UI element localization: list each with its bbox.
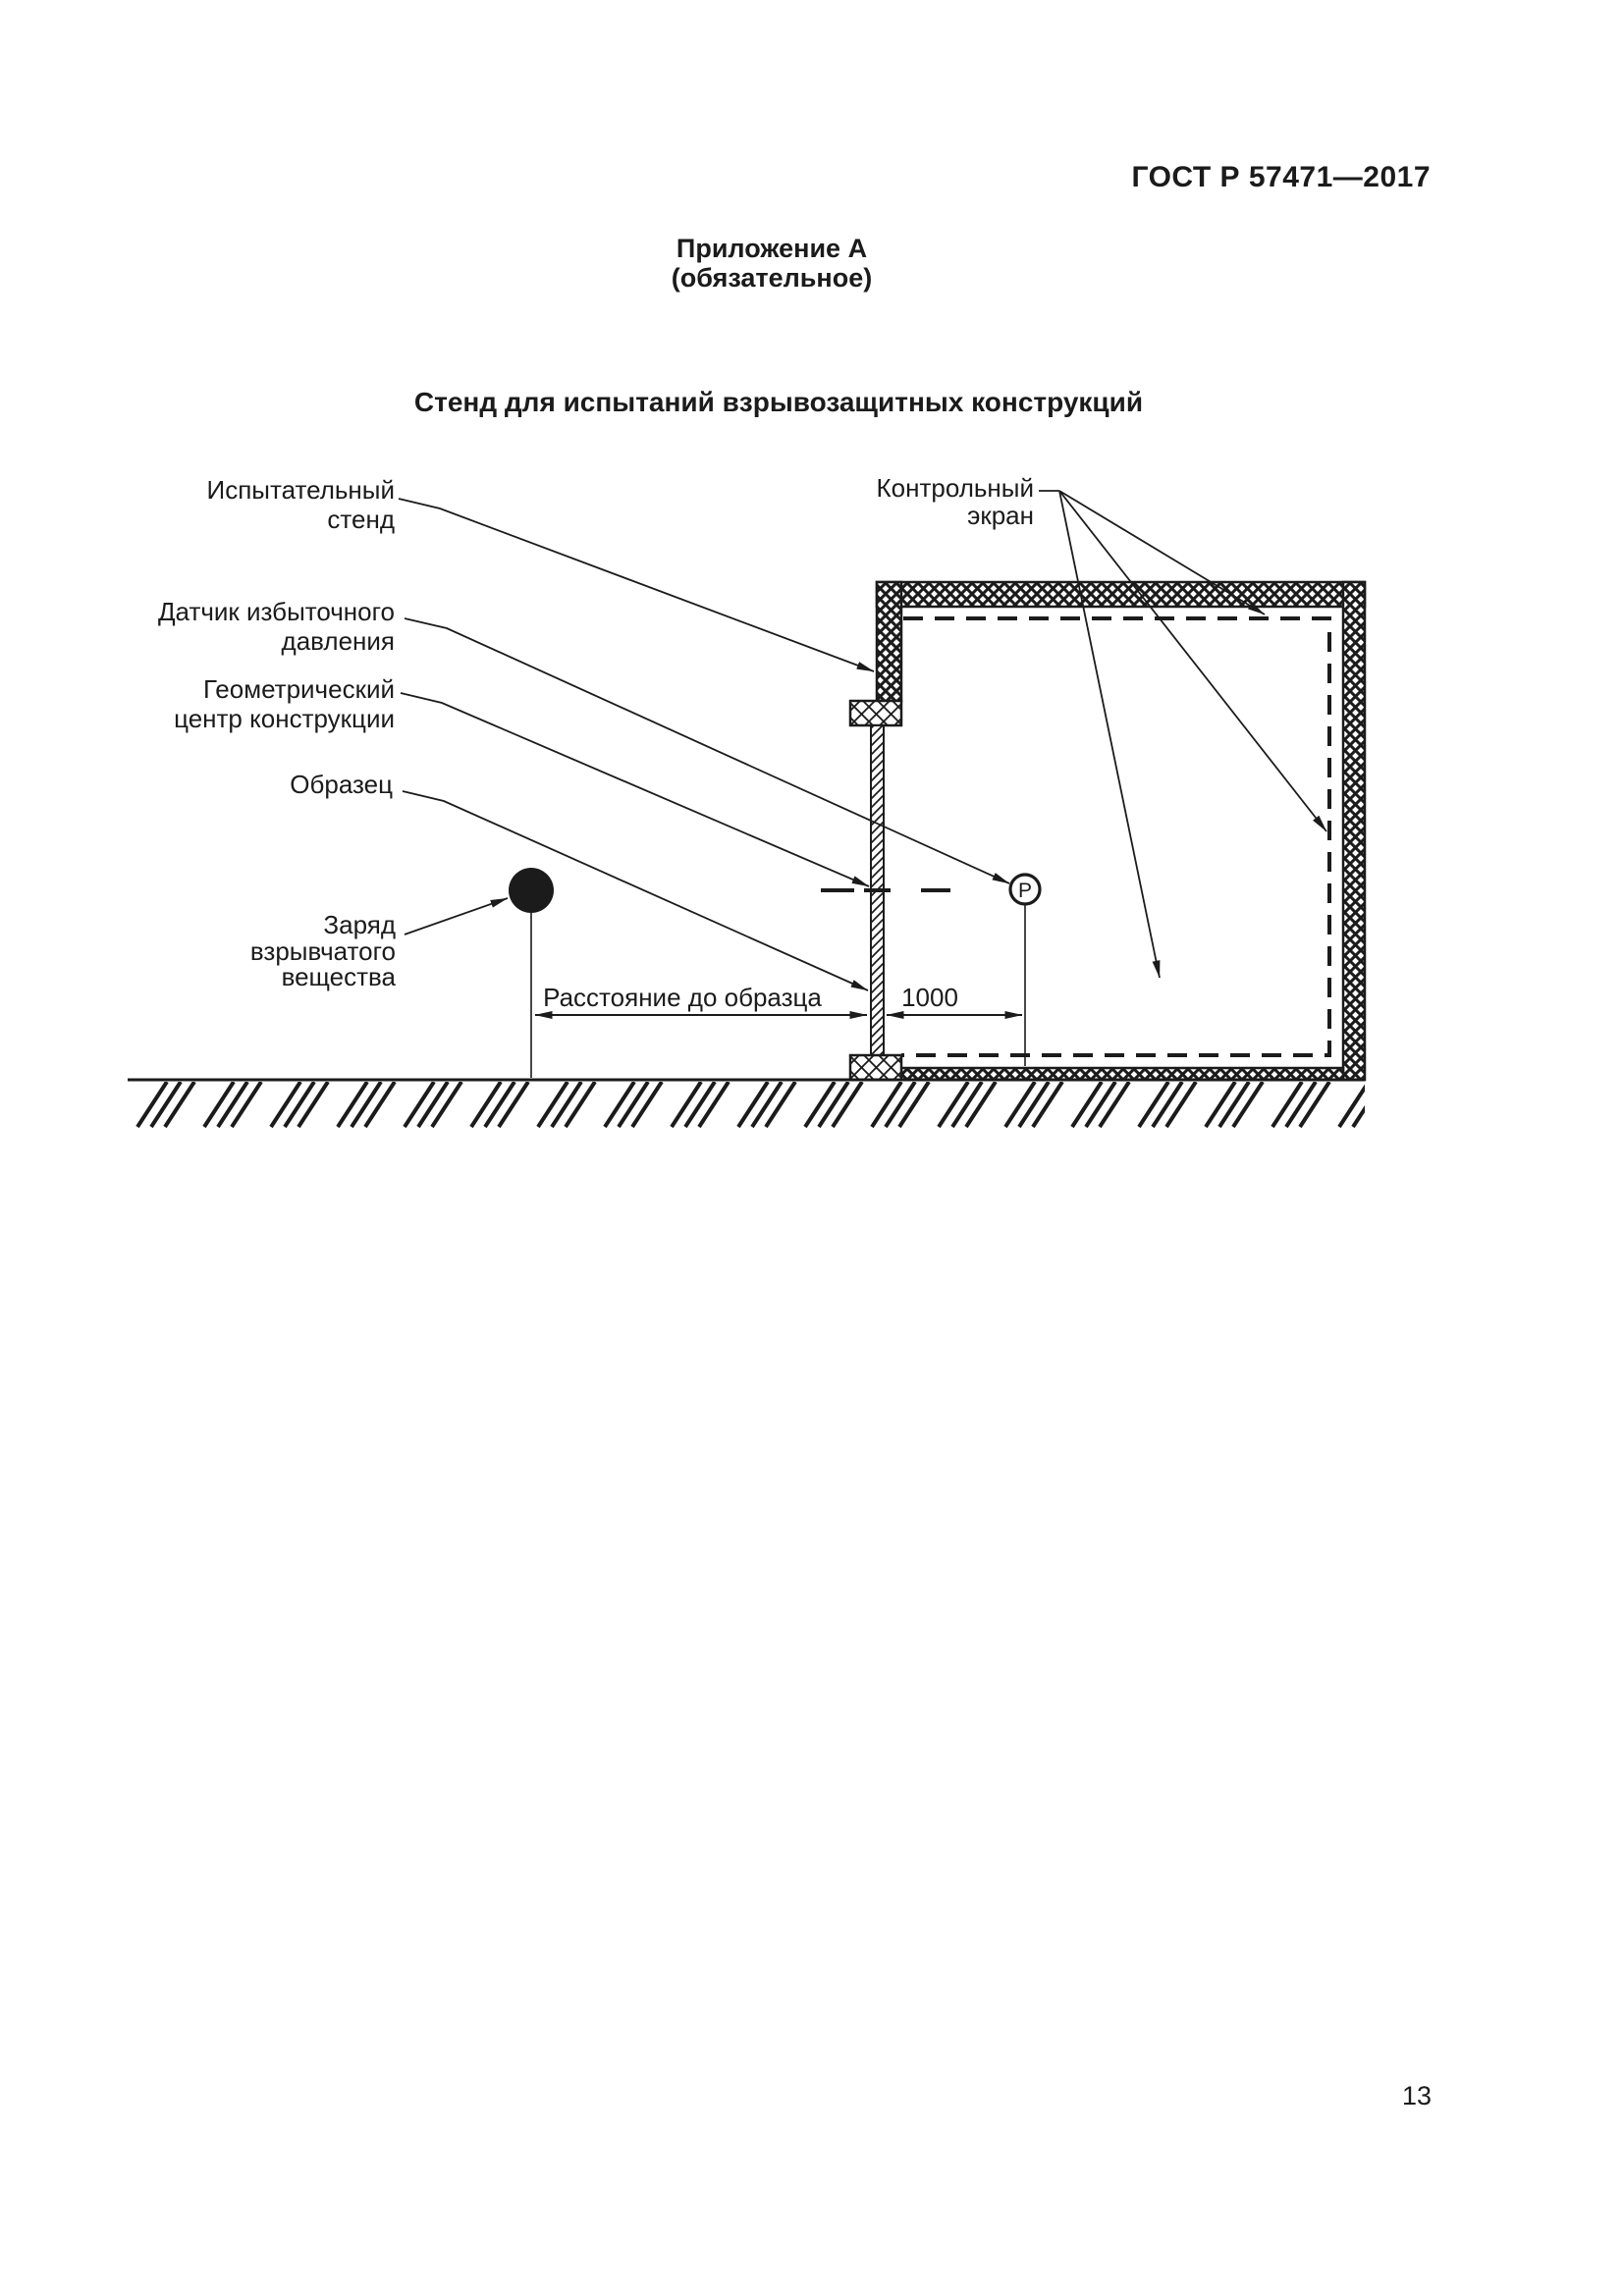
appendix-subtitle: (обязательное): [671, 263, 873, 293]
callout-labels: [158, 473, 1034, 991]
document-code: ГОСТ Р 57471—2017: [1131, 161, 1431, 193]
control-screen-leader-right: [1059, 491, 1326, 831]
label-explosive-charge-line2: взрывчатого: [249, 936, 396, 966]
explosive-charge-circle: [509, 868, 554, 913]
figure-title: Стенд для испытаний взрывозащитных конструкций: [413, 387, 1144, 417]
control-screen-dashed-outline: [901, 618, 1329, 1055]
label-explosive-charge-line3: вещества: [281, 962, 396, 991]
label-test-stand-line1: Испытательный: [206, 475, 395, 505]
enclosure-bottom-wall: [901, 1068, 1343, 1080]
dimension-lines: [535, 983, 1022, 1015]
label-pressure-sensor-line2: давления: [281, 626, 395, 656]
label-explosive-charge-line1: Заряд: [323, 910, 396, 939]
offset-dimension-label: 1000: [901, 983, 958, 1012]
enclosure-top-wall: [877, 582, 1365, 607]
label-test-stand-line2: стенд: [327, 505, 395, 534]
ground-hatching: [130, 1082, 1365, 1129]
appendix-title: Приложение А: [676, 234, 868, 263]
label-geometric-center-line2: центр конструкции: [174, 704, 395, 733]
page-number: 13: [1402, 2081, 1433, 2110]
label-control-screen-line2: экран: [967, 501, 1034, 530]
pressure-sensor-symbol: P: [1017, 880, 1033, 902]
label-pressure-sensor-line1: Датчик избыточного: [157, 597, 395, 626]
enclosure-left-wall: [877, 582, 901, 701]
explosive-charge-leader: [405, 898, 508, 934]
control-screen-leader-bottom: [1059, 491, 1160, 978]
label-geometric-center-line1: Геометрический: [202, 674, 395, 704]
sample-leader: [403, 791, 868, 990]
leader-lines: [399, 491, 1326, 990]
pressure-sensor-leader: [405, 618, 1009, 883]
sample-top-bracket: [850, 701, 901, 725]
label-control-screen-line1: Контрольный: [876, 473, 1034, 503]
label-sample: Образец: [290, 770, 393, 799]
sample-bottom-base: [850, 1055, 901, 1080]
distance-dimension-label: Расстояние до образца: [543, 983, 822, 1012]
geometric-center-leader: [401, 693, 869, 886]
enclosure-right-wall: [1343, 582, 1365, 1080]
test-stand-leader: [399, 499, 874, 671]
